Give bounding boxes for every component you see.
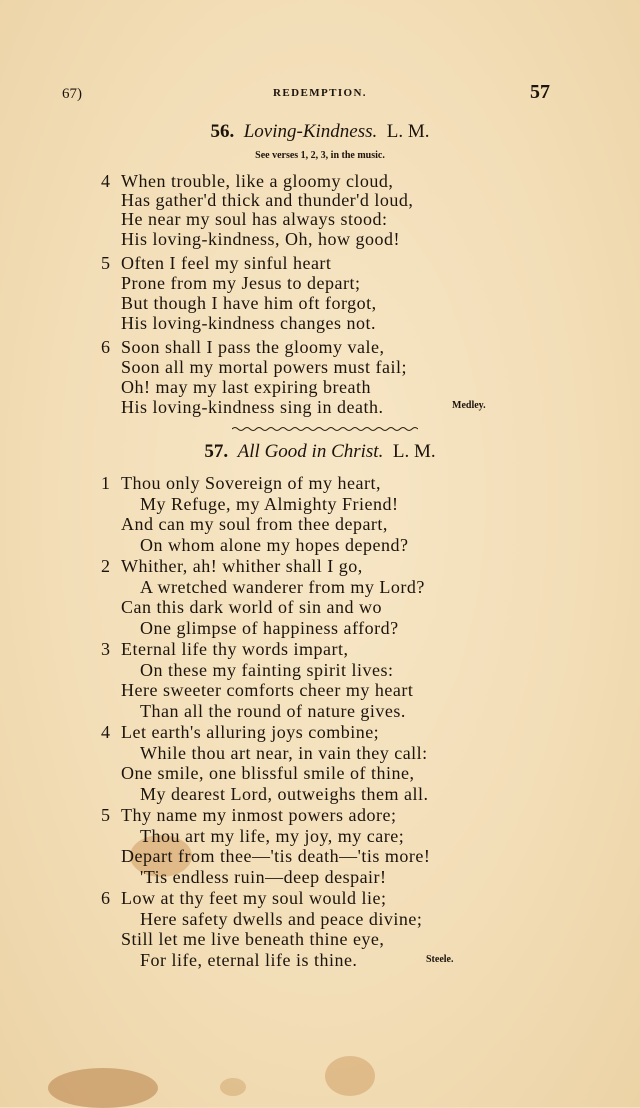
verse-number: 5 [101, 805, 110, 825]
paper-stain [220, 1078, 246, 1096]
section-heading: REDEMPTION. [273, 87, 367, 99]
verse-line: 'Tis endless ruin—deep despair! [140, 867, 387, 887]
hymn-number: 56. [210, 121, 235, 142]
verse-line: Often I feel my sinful heart [121, 253, 332, 273]
verse-line: One glimpse of happiness afford? [140, 618, 399, 638]
header-margin-mark: 67) [62, 86, 82, 102]
verse-line: Eternal life thy words impart, [121, 639, 349, 659]
hymn-56-subtitle: See verses 1, 2, 3, in the music. [255, 150, 385, 161]
verse-number: 1 [101, 473, 110, 493]
verse-line: Low at thy feet my soul would lie; [121, 888, 387, 908]
verse-line: Here sweeter comforts cheer my heart [121, 680, 414, 700]
hymn-56-title [0, 121, 640, 143]
verse-number: 6 [101, 337, 110, 357]
verse-number: 2 [101, 556, 110, 576]
verse-line: Thou only Sovereign of my heart, [121, 473, 381, 493]
verse-line: One smile, one blissful smile of thine, [121, 763, 415, 783]
verse-number: 6 [101, 888, 110, 908]
verse-line: His loving-kindness sing in death. [121, 397, 384, 417]
verse-number: 3 [101, 639, 110, 659]
verse-line: Thou art my life, my joy, my care; [140, 826, 405, 846]
verse-line: Let earth's alluring joys combine; [121, 722, 380, 742]
verse-line: Prone from my Jesus to depart; [121, 273, 361, 293]
verse-line: While thou art near, in vain they call: [140, 743, 428, 763]
verse-line: But though I have him oft forgot, [121, 293, 377, 313]
verse-line: My dearest Lord, outweighs them all. [140, 784, 429, 804]
verse-line: And can my soul from thee depart, [121, 514, 388, 534]
hymn-author: Medley. [452, 400, 486, 411]
verse-line: His loving-kindness, Oh, how good! [121, 229, 400, 249]
paper-stain [48, 1068, 158, 1108]
verse-line: His loving-kindness changes not. [121, 313, 376, 333]
page-number: 57 [530, 81, 550, 103]
hymn-meter: L. M. [392, 441, 436, 462]
verse-line: Still let me live beneath thine eye, [121, 929, 385, 949]
verse-line: Depart from thee—'tis death—'tis more! [121, 846, 431, 866]
verse-line: Can this dark world of sin and wo [121, 597, 382, 617]
hymn-57-title [0, 441, 640, 463]
verse-line: Oh! may my last expiring breath [121, 377, 371, 397]
hymn-name: Loving-Kindness. [243, 121, 378, 142]
hymn-meter: L. M. [386, 121, 430, 142]
verse-line: Here safety dwells and peace divine; [140, 909, 423, 929]
hymn-author: Steele. [426, 954, 454, 965]
verse-line: Whither, ah! whither shall I go, [121, 556, 363, 576]
verse-line: When trouble, like a gloomy cloud, [121, 171, 394, 191]
verse-line: He near my soul has always stood: [121, 209, 388, 229]
verse-number: 5 [101, 253, 110, 273]
hymn-name: All Good in Christ. [237, 441, 384, 462]
verse-line: My Refuge, my Almighty Friend! [140, 494, 399, 514]
hymn-number: 57. [204, 441, 229, 462]
verse-line: On these my fainting spirit lives: [140, 660, 394, 680]
verse-number: 4 [101, 171, 110, 191]
verse-line: A wretched wanderer from my Lord? [140, 577, 425, 597]
verse-line: On whom alone my hopes depend? [140, 535, 409, 555]
verse-line: Thy name my inmost powers adore; [121, 805, 397, 825]
wavy-divider [232, 426, 418, 432]
verse-line: Soon shall I pass the gloomy vale, [121, 337, 385, 357]
verse-line: Than all the round of nature gives. [140, 701, 406, 721]
verse-line: Soon all my mortal powers must fail; [121, 357, 407, 377]
paper-stain [325, 1056, 375, 1096]
verse-line: For life, eternal life is thine. [140, 950, 358, 970]
verse-line: Has gather'd thick and thunder'd loud, [121, 190, 414, 210]
verse-number: 4 [101, 722, 110, 742]
